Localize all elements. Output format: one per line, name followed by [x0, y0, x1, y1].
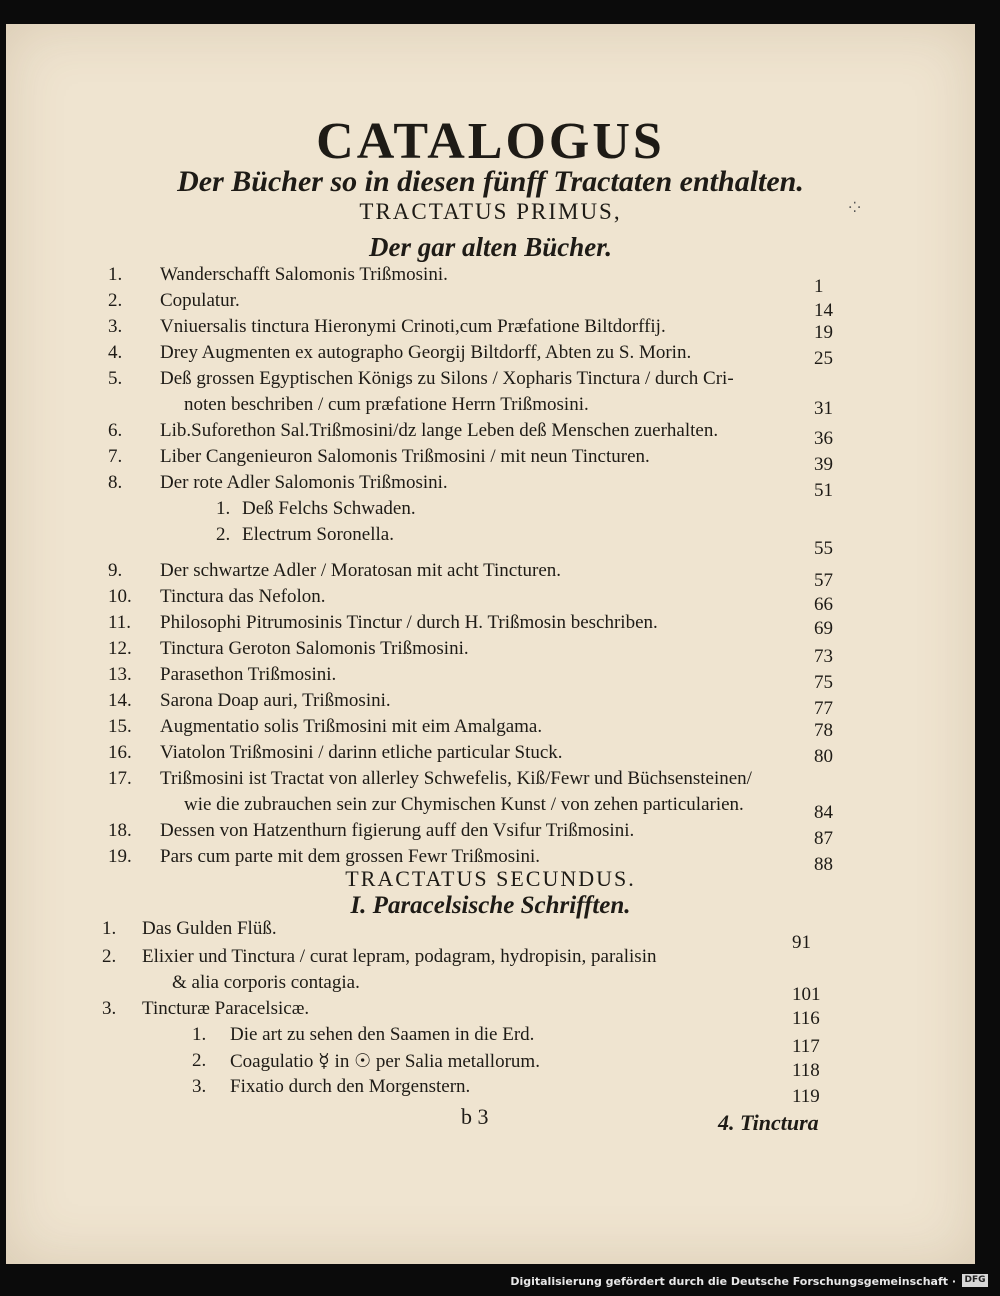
- entry-number: 18.: [108, 820, 132, 841]
- entry-page-number: 39: [814, 454, 833, 475]
- entry-title: Elixier und Tinctura / curat lepram, podagram, hydropisin, paralisin: [142, 946, 657, 967]
- entry-page-number: 78: [814, 720, 833, 741]
- entry-number: 3.: [102, 998, 117, 1019]
- entry-number: 19.: [108, 846, 132, 867]
- page-mark: ·⁚·: [848, 200, 862, 216]
- entry-number: 9.: [108, 560, 123, 581]
- entry-number: 11.: [108, 612, 132, 633]
- subentry-title: Fixatio durch den Morgenstern.: [230, 1076, 471, 1097]
- entry-title: Viatolon Trißmosini / darinn etliche particular Stuck.: [160, 742, 563, 763]
- entry-number: 15.: [108, 716, 132, 737]
- entry-title: Trißmosini ist Tractat von allerley Schwefelis, Kiß/Fewr und Büchsensteinen/: [160, 768, 752, 789]
- entry-number: 2.: [102, 946, 117, 967]
- subentry-number: 3.: [192, 1076, 207, 1097]
- tractatus-primus-heading: TRACTATUS PRIMUS,: [359, 199, 622, 224]
- entry-number: 2.: [108, 290, 123, 311]
- entry-page-number: 80: [814, 746, 833, 767]
- entry-title: Liber Cangenieuron Salomonis Trißmosini / mit neun Tincturen.: [160, 446, 650, 467]
- entry-page-number: 77: [814, 698, 833, 719]
- entry-page-number: 66: [814, 594, 833, 615]
- entry-page-number: 91: [792, 932, 811, 953]
- entry-number: 14.: [108, 690, 132, 711]
- entry-title: Copulatur.: [160, 290, 240, 311]
- page-title: CATALOGUS: [316, 113, 665, 170]
- entry-number: 16.: [108, 742, 132, 763]
- entry-title: Vniuersalis tinctura Hieronymi Crinoti,cum Præfatione Biltdorffij.: [160, 316, 666, 337]
- tractatus-secundus-section: I. Paracelsische Schrifften.: [350, 892, 631, 919]
- entry-page-number: 25: [814, 348, 833, 369]
- entry-number: 4.: [108, 342, 123, 363]
- subentry-number: 2.: [192, 1050, 207, 1071]
- entry-title: Tinctura das Nefolon.: [160, 586, 326, 607]
- entry-title: Sarona Doap auri, Trißmosini.: [160, 690, 391, 711]
- entry-title: Dessen von Hatzenthurn figierung auff den Vsifur Trißmosini.: [160, 820, 635, 841]
- entry-number: 5.: [108, 368, 123, 389]
- entry-page-number: 117: [792, 1036, 820, 1057]
- entry-page-number: 101: [792, 984, 821, 1005]
- entry-page-number: 14: [814, 300, 833, 321]
- tractatus-primus-section: Der gar alten Bücher.: [368, 232, 613, 262]
- catchword: 4. Tinctura: [718, 1110, 819, 1135]
- subentry-number: 2.: [216, 524, 231, 545]
- entry-title: Deß grossen Egyptischen Königs zu Silons / Xopharis Tinctura / durch Cri-: [160, 368, 734, 389]
- entry-title: Philosophi Pitrumosinis Tinctur / durch H. Trißmosin beschriben.: [160, 612, 658, 633]
- entry-page-number: 119: [792, 1086, 820, 1107]
- subentry-number: 1.: [216, 498, 231, 519]
- entry-title: Tinctura Geroton Salomonis Trißmosini.: [160, 638, 469, 659]
- entry-title: Der rote Adler Salomonis Trißmosini.: [160, 472, 448, 493]
- dfg-logo: DFG: [962, 1274, 988, 1287]
- entry-number: 13.: [108, 664, 132, 685]
- entry-page-number: 84: [814, 802, 833, 823]
- entry-page-number: 88: [814, 854, 833, 875]
- entry-number: 3.: [108, 316, 123, 337]
- entry-title: & alia corporis contagia.: [172, 972, 360, 993]
- entry-number: 12.: [108, 638, 132, 659]
- entry-number: 6.: [108, 420, 123, 441]
- subentry-title: Deß Felchs Schwaden.: [242, 498, 416, 519]
- entry-page-number: 51: [814, 480, 833, 501]
- entry-number: 7.: [108, 446, 123, 467]
- entry-number: 1.: [108, 264, 123, 285]
- entry-title: Parasethon Trißmosini.: [160, 664, 337, 685]
- entry-title: Pars cum parte mit dem grossen Fewr Trißmosini.: [160, 846, 540, 867]
- entry-page-number: 118: [792, 1060, 820, 1081]
- entry-page-number: 57: [814, 570, 833, 591]
- entry-title: wie die zubrauchen sein zur Chymischen Kunst / von zehen particularien.: [184, 794, 744, 815]
- entry-title: Lib.Suforethon Sal.Trißmosini/dz lange Leben deß Menschen zuerhalten.: [160, 420, 719, 441]
- entry-page-number: 87: [814, 828, 833, 849]
- entry-page-number: 31: [814, 398, 833, 419]
- entry-title: Tincturæ Paracelsicæ.: [142, 998, 310, 1019]
- entry-title: Der schwartze Adler / Moratosan mit acht Tincturen.: [160, 560, 562, 581]
- entry-title: Augmentatio solis Trißmosini mit eim Amalgama.: [160, 716, 543, 737]
- subentry-number: 1.: [192, 1024, 207, 1045]
- entry-number: 8.: [108, 472, 123, 493]
- entry-page-number: 75: [814, 672, 833, 693]
- entry-title: Das Gulden Flüß.: [142, 918, 277, 939]
- entry-page-number: 69: [814, 618, 833, 639]
- document-page: [6, 24, 975, 1264]
- entry-title: noten beschriben / cum præfatione Herrn Trißmosini.: [184, 394, 589, 415]
- page-subtitle: Der Bücher so in diesen fünff Tractaten enthalten.: [177, 165, 804, 198]
- entry-number: 17.: [108, 768, 132, 789]
- subentry-title: Die art zu sehen den Saamen in die Erd.: [230, 1024, 535, 1045]
- entry-page-number: 73: [814, 646, 833, 667]
- tractatus-secundus-heading: TRACTATUS SECUNDUS.: [345, 866, 636, 891]
- digitization-credit: Digitalisierung gefördert durch die Deutsche Forschungsgemeinschaft ·: [510, 1275, 956, 1288]
- entry-page-number: 19: [814, 322, 833, 343]
- signature-mark: b 3: [461, 1104, 489, 1129]
- entry-page-number: 116: [792, 1008, 820, 1029]
- subentry-title: Electrum Soronella.: [242, 524, 394, 545]
- entry-title: Drey Augmenten ex autographo Georgij Biltdorff, Abten zu S. Morin.: [160, 342, 692, 363]
- entry-page-number: 36: [814, 428, 833, 449]
- subentry-title: Coagulatio ☿ in ☉ per Salia metallorum.: [230, 1051, 540, 1072]
- entry-page-number: 55: [814, 538, 833, 559]
- entry-number: 10.: [108, 586, 132, 607]
- entry-number: 1.: [102, 918, 117, 939]
- entry-title: Wanderschafft Salomonis Trißmosini.: [160, 264, 448, 285]
- entry-page-number: 1: [814, 276, 824, 297]
